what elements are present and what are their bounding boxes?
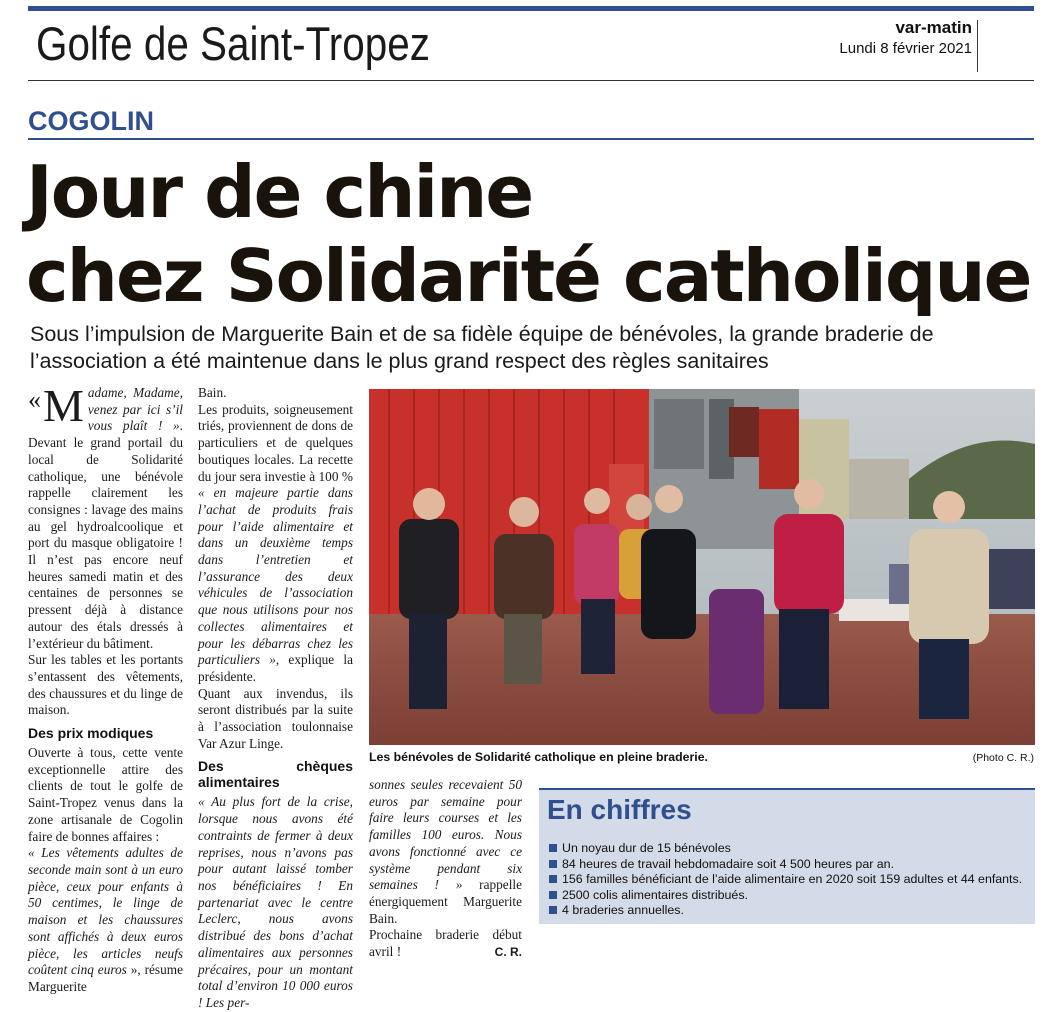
photo-caption: Les bénévoles de Solidarité catholique en pleine braderie. <box>369 750 708 764</box>
list-item <box>549 872 1022 888</box>
paragraph: Ouverte à tous, cette vente exceptionnelle attire des clients de tout le golfe de Saint-Tropez venus dans la zone artisanale de Cogolin faire de bonnes affaires : <box>28 745 183 844</box>
article-lead: Sous l’impulsion de Marguerite Bain et de sa fidèle équipe de bénévoles, la grande braderie de l’association a été maintenue dans le plus grand respect des règles sanitaires <box>30 322 934 373</box>
drop-cap: M <box>43 380 84 431</box>
paragraph-text: rappelle énergiquement Marguerite Bain. <box>369 877 522 926</box>
paragraph: Sur les tables et les portants s’entassent des vêtements, des chaussures et du linge de maison. <box>28 652 183 718</box>
author-signature: C. R. <box>494 945 522 960</box>
quote-text: « Au plus fort de la crise, lorsque nous avons été contraints de fermer à deux reprises, nous n’avons pas pour autant laissé tomber nos bénéficiaires ! En partenariat avec le centre Leclerc, nous avons distribué des bons d’achat alimentaires aux personnes précaires, pour un montant total d’environ 10 000 euros ! Les per- <box>198 794 353 1010</box>
article-column-3 <box>369 777 522 961</box>
quote-mark: « <box>28 385 41 414</box>
publication-date: Lundi 8 février 2021 <box>839 40 972 57</box>
square-bullet-icon <box>549 860 557 868</box>
headline-line-1: Jour de chine <box>26 150 533 234</box>
key-figures-list <box>549 841 1022 919</box>
paragraph-text: , explique la présidente. <box>198 652 354 684</box>
list-item <box>549 903 1022 919</box>
quote-text: « Les vêtements adultes de seconde main sont à un euro pièce, ceux pour enfants à 50 centimes, le linge de maison et les chaussures sont affichés à deux euros pièce, les articles neufs coûtent cinq euros <box>28 845 183 978</box>
key-figures-box <box>539 788 1035 924</box>
paragraph <box>369 777 522 927</box>
volunteers-photo-illustration <box>369 389 1035 745</box>
article-headline <box>26 150 1030 318</box>
list-item-text: Un noyau dur de 15 bénévoles <box>562 841 731 855</box>
paragraph-text: Les produits, soigneusement triés, proviennent de dons de particuliers et de quelques boutiques locales. La recette du jour sera investie à 100 % <box>198 401 353 484</box>
square-bullet-icon <box>549 906 557 914</box>
paragraph: Bain. <box>198 385 227 400</box>
article-photo <box>369 389 1035 745</box>
header-divider <box>977 20 978 72</box>
list-item-text: 2500 colis alimentaires distribués. <box>562 887 748 902</box>
square-bullet-icon <box>549 891 557 899</box>
list-item-text: 4 braderies annuelles. <box>562 903 684 917</box>
square-bullet-icon <box>549 875 557 883</box>
paragraph <box>198 402 353 686</box>
square-bullet-icon <box>549 844 557 852</box>
quote-text: « en majeure partie dans l’achat de produits frais pour l’aide alimentaire et dans un deuxième temps dans l’entretien et l’assurance des deux véhicules de l’association que nous utilisons pour nos collectes alimentaires et pour les débarras chez les particuliers » <box>198 485 353 668</box>
list-item <box>549 857 1022 873</box>
section-title: Golfe de Saint-Tropez <box>36 17 430 70</box>
list-item-text: 84 heures de travail hebdomadaire soit 4 500 heures par an. <box>562 856 895 871</box>
kicker-rule <box>28 138 1034 140</box>
article-column-2 <box>198 385 353 1012</box>
article-kicker: COGOLIN <box>28 106 154 136</box>
subheading: Des chèques alimentaires <box>198 758 353 791</box>
quote-text: sonnes seules recevaient 50 euros par semaine pour faire leurs courses et les familles 100 euros. Nous avons fonctionné avec ce système pendant six semaines ! » <box>369 777 522 893</box>
list-item <box>549 888 1022 904</box>
photo-credit: (Photo C. R.) <box>972 752 1034 764</box>
paragraph-text: . Devant le grand portail du local de Solidarité catholique, une bénévole rappelle clairement les consignes : lavage des mains au gel hydroalcoolique et port du masque obligatoire ! Il n’est pas encore neuf heures samedi matin et des centaines de personnes se pressent déjà à distance autour des étals dressés à l’extérieur du bâtiment. <box>28 418 183 651</box>
subheading: Des prix modiques <box>28 725 154 742</box>
newspaper-name: var-matin <box>895 18 972 37</box>
article-column-1 <box>28 380 183 996</box>
paragraph: Quant aux invendus, ils seront distribués par la suite à l’association toulonnaise Var Azur Linge. <box>198 685 353 751</box>
paragraph <box>369 927 522 960</box>
paragraph <box>28 380 183 652</box>
paragraph-text: Prochaine braderie début avril ! <box>369 927 522 960</box>
list-item-text: 156 familles bénéficiant de l’aide alimentaire en 2020 soit 159 adultes et 44 enfants. <box>562 872 1023 886</box>
paragraph <box>28 845 183 995</box>
quote-text: adame, Madame, venez par ici s’il vous plaît ! » <box>87 385 183 434</box>
header-rule <box>28 80 1034 81</box>
top-rule <box>28 6 1034 11</box>
list-item <box>549 841 1022 857</box>
headline-line-2: chez Solidarité catholique <box>26 234 1031 318</box>
paragraph-text: », résume Marguerite <box>28 962 183 994</box>
key-figures-title: En chiffres <box>547 794 692 825</box>
paragraph <box>198 794 353 1011</box>
